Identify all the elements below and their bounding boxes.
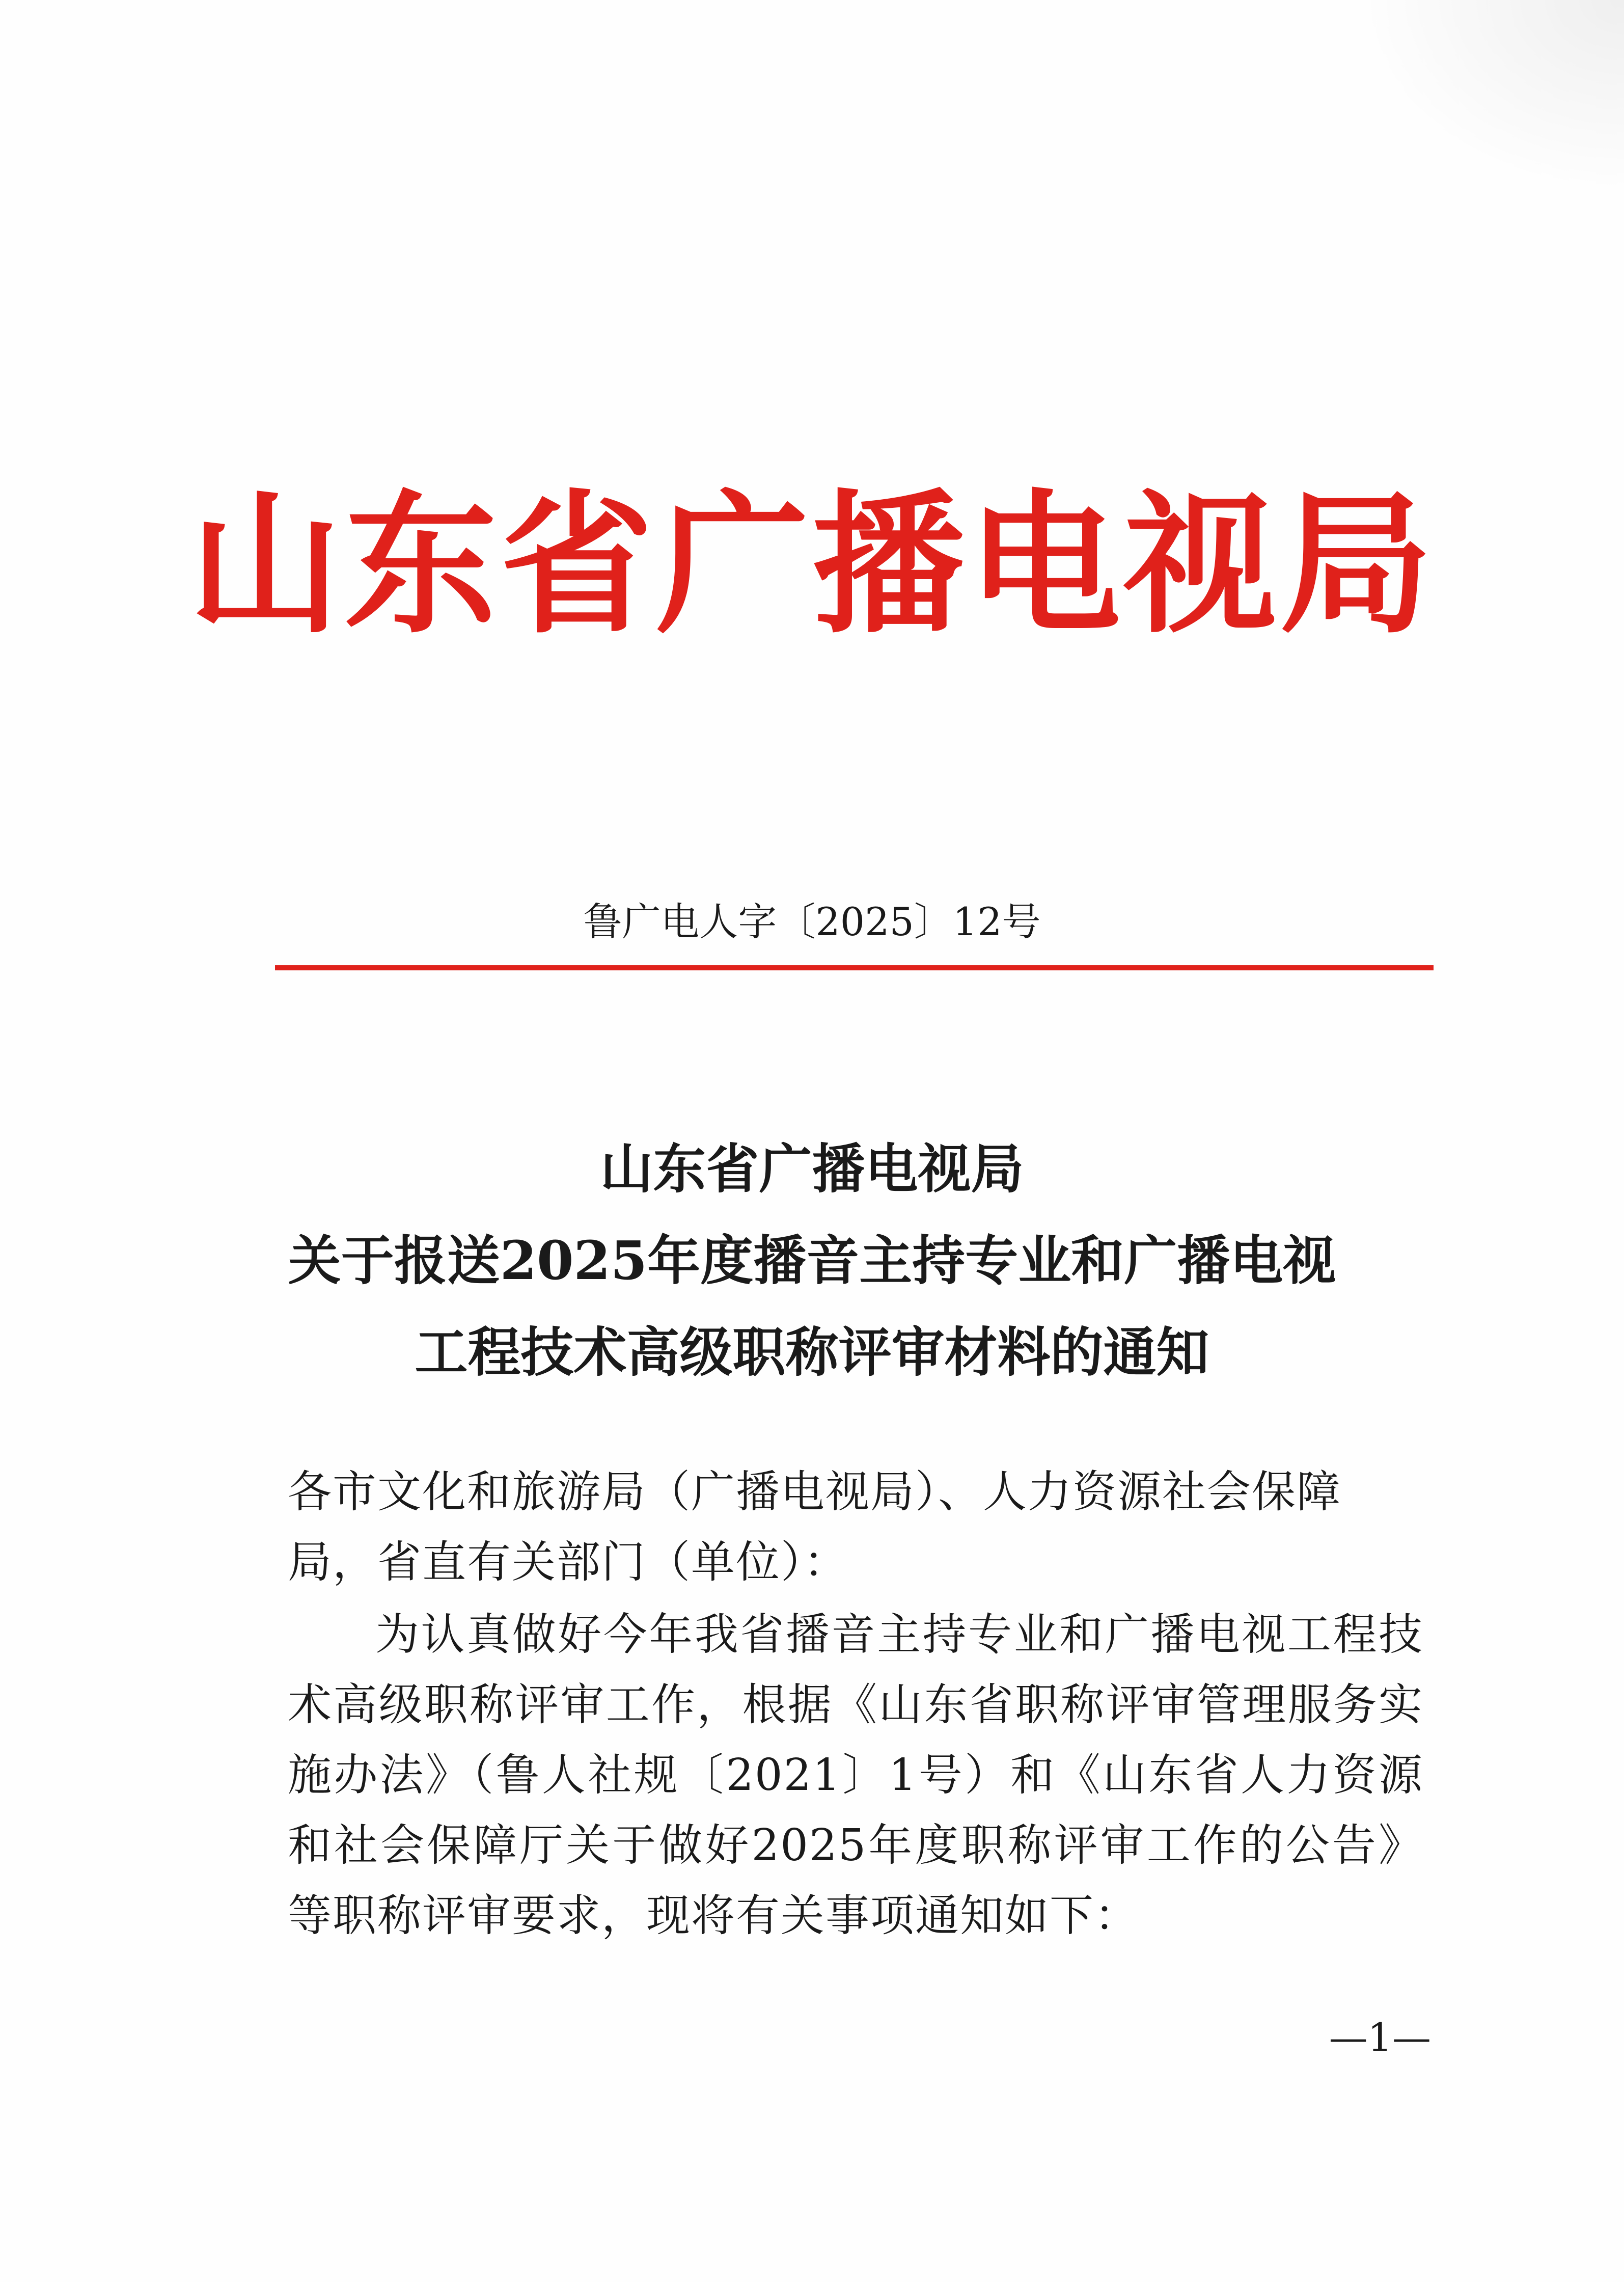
title-line-2: 关于报送2025年度播音主持专业和广播电视 <box>288 1229 1336 1292</box>
page-number: —1— <box>1329 2015 1431 2060</box>
body-paragraph-1: 为认真做好今年我省播音主持专业和广播电视工程技术高级职称评审工作，根据《山东省职称评审管理服务实施办法》（鲁人社规〔2021〕1号）和《山东省人力资源和社会保障厅关于做好2025年度职称评审工作的公告》等职称评审要求，现将有关事项通知如下： <box>288 1609 1423 1941</box>
letterhead-issuer: 山东省广播电视局 <box>188 476 1436 654</box>
salutation: 各市文化和旅游局（广播电视局）、人力资源社会保障局，省直有关部门（单位）： <box>288 1466 1341 1588</box>
title-line-3: 工程技术高级职称评审材料的通知 <box>415 1321 1209 1383</box>
document-title <box>0 1123 1624 1398</box>
title-line-1: 山东省广播电视局 <box>600 1137 1024 1200</box>
letterhead-red-rule <box>275 965 1434 970</box>
document-number: 鲁广电人字〔2025〕12号 <box>583 899 1041 944</box>
scan-shadow <box>1359 0 1624 194</box>
